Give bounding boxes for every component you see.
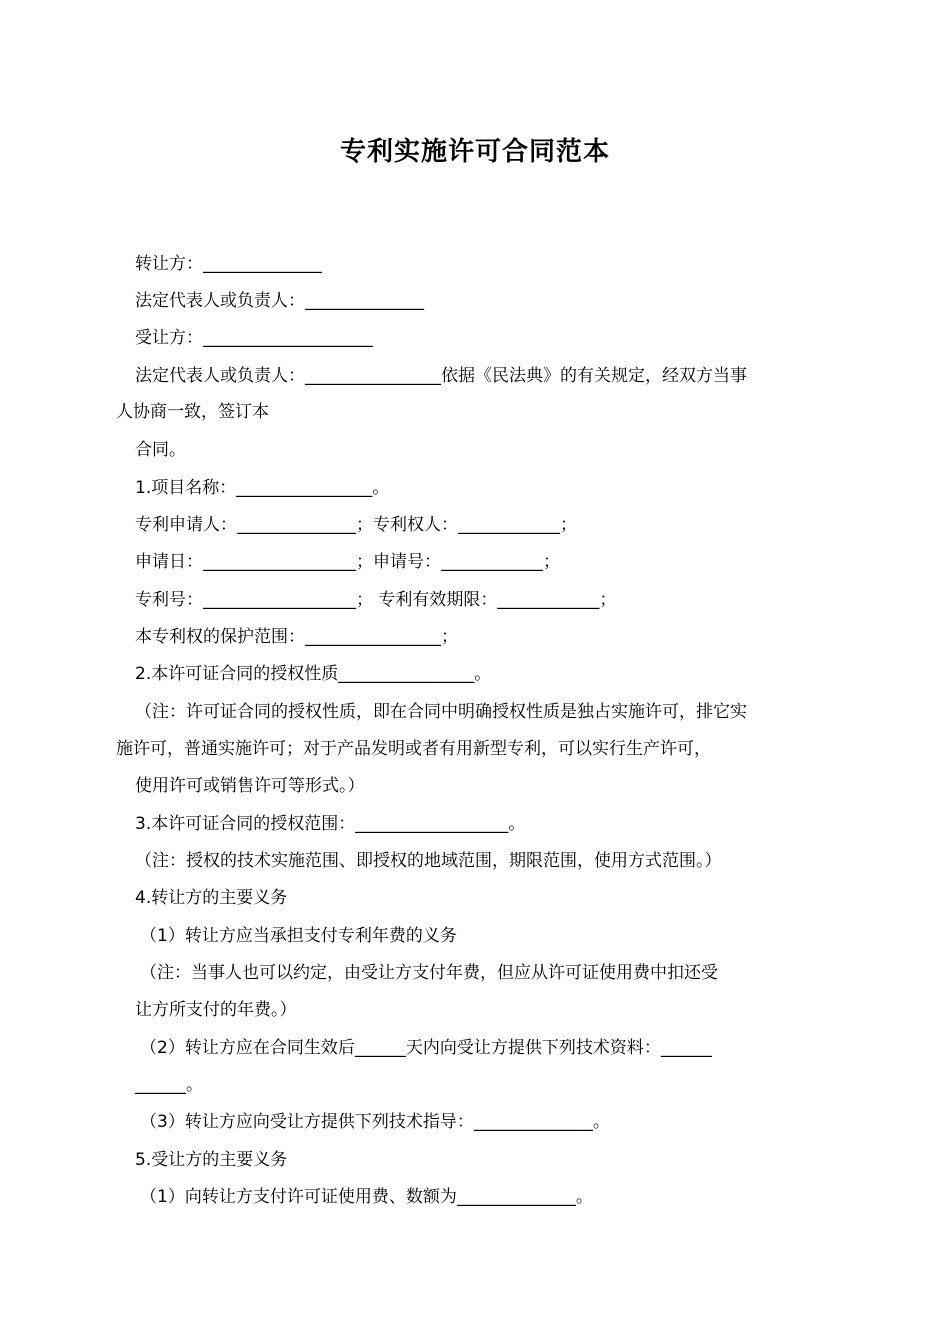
transferor-line: 转让方：______________ bbox=[135, 254, 322, 274]
intro-end-line: 合同。 bbox=[135, 440, 186, 460]
page-title: 专利实施许可合同范本 bbox=[339, 137, 610, 167]
transferee-representative-line: 法定代表人或负责人：________________依据《民法典》的有关规定，经双方当事 bbox=[135, 366, 747, 386]
protection-scope-line: 本专利权的保护范围：________________； bbox=[135, 627, 458, 647]
intro-continuation-line: 人协商一致，签订本 bbox=[116, 402, 269, 422]
note-scope-line: （注：授权的技术实施范围、即授权的地域范围，期限范围，使用方式范围。） bbox=[135, 851, 722, 871]
obligation-4-1: （1）转让方应当承担支付专利年费的义务 bbox=[140, 926, 457, 946]
note-annual-fee-line-2: 让方所支付的年费。） bbox=[135, 1000, 297, 1020]
note-annual-fee-line-1: （注：当事人也可以约定，由受让方支付年费，但应从许可证使用费中扣还受 bbox=[140, 963, 718, 983]
transferee-line: 受让方：____________________ bbox=[135, 328, 373, 348]
patent-number-line: 专利号：__________________； 专利有效期限：____________； bbox=[135, 590, 617, 610]
obligation-4-2-continuation: ______。 bbox=[135, 1075, 203, 1095]
clause-2-authorization-nature: 2.本许可证合同的授权性质________________。 bbox=[135, 664, 492, 684]
application-date-line: 申请日：__________________；申请号：____________； bbox=[135, 552, 560, 572]
obligation-4-3: （3）转让方应向受让方提供下列技术指导：______________。 bbox=[140, 1112, 610, 1132]
note-authorization-line-2: 施许可，普通实施许可；对于产品发明或者有用新型专利，可以实行生产许可， bbox=[116, 739, 711, 759]
obligation-4-2: （2）转让方应在合同生效后______天内向受让方提供下列技术资料：______ bbox=[140, 1038, 712, 1058]
obligation-5-1: （1）向转让方支付许可证使用费、数额为______________。 bbox=[140, 1187, 593, 1207]
clause-5-transferee-obligations: 5.受让方的主要义务 bbox=[135, 1150, 288, 1170]
patent-applicant-line: 专利申请人：______________；专利权人：____________； bbox=[135, 515, 577, 535]
note-authorization-line-1: （注：许可证合同的授权性质，即在合同中明确授权性质是独占实施许可，排它实 bbox=[135, 702, 747, 722]
clause-1-project-name: 1.项目名称：________________。 bbox=[135, 478, 390, 498]
clause-3-authorization-scope: 3.本许可证合同的授权范围：__________________。 bbox=[135, 814, 526, 834]
note-authorization-line-3: 使用许可或销售许可等形式。） bbox=[135, 776, 365, 796]
clause-4-transferor-obligations: 4.转让方的主要义务 bbox=[135, 888, 288, 908]
transferor-representative-line: 法定代表人或负责人：______________ bbox=[135, 291, 424, 311]
